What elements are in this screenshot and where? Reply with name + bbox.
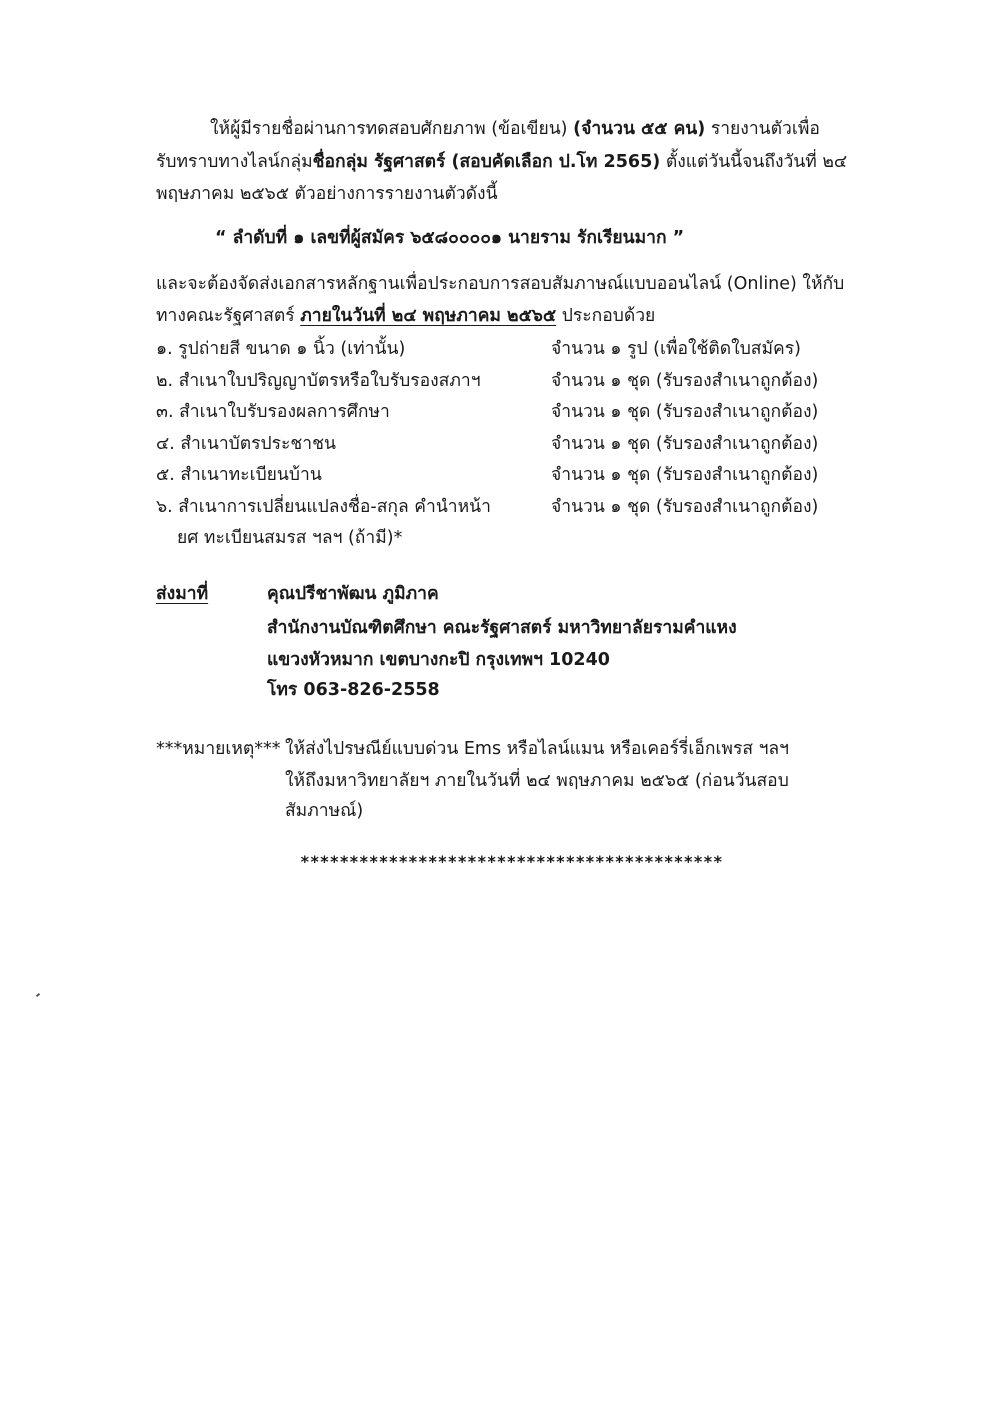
recipient-office: สำนักงานบัณฑิตศึกษา คณะรัฐศาสตร์ มหาวิทยาลัยรามคำแหง xyxy=(267,618,737,638)
list-item-continuation: ยศ ทะเบียนสมรส ฯลฯ (ถ้ามี)* xyxy=(177,528,403,548)
intro-text: ให้ผู้มีรายชื่อผ่านการทดสอบศักยภาพ (ข้อเขียน) xyxy=(210,119,574,139)
note-line-1: ให้ส่งไปรษณีย์แบบด่วน Ems หรือไลน์แมน หรือเคอร์รี่เอ็กเพรส ฯลฯ xyxy=(285,739,789,759)
passed-count: (จำนวน ๕๕ คน) xyxy=(573,119,706,139)
recipient-phone: โทร 063-826-2558 xyxy=(267,680,440,700)
docs-intro-text: ทางคณะรัฐศาสตร์ xyxy=(156,306,301,326)
list-item-amount: จำนวน ๑ ชุด (รับรองสำเนาถูกต้อง) xyxy=(551,434,819,454)
list-item-amount: จำนวน ๑ ชุด (รับรองสำเนาถูกต้อง) xyxy=(551,371,819,391)
intro-text: ตั้งแต่วันนี้จนถึงวันที่ ๒๔ xyxy=(660,152,848,172)
note-line-2: ให้ถึงมหาวิทยาลัยฯ ภายในวันที่ ๒๔ พฤษภาคม ๒๕๖๕ (ก่อนวันสอบ xyxy=(285,771,789,791)
list-item-label: ๕. สำเนาทะเบียนบ้าน xyxy=(156,465,322,485)
line-group-name: ชื่อกลุ่ม รัฐศาสตร์ (สอบคัดเลือก ป.โท 2565) xyxy=(312,152,661,172)
list-item-label: ๓. สำเนาใบรับรองผลการศึกษา xyxy=(156,402,390,422)
deadline: ภายในวันที่ ๒๔ พฤษภาคม ๒๕๖๕ xyxy=(300,306,557,326)
intro-line-3: พฤษภาคม ๒๕๖๕ ตัวอย่างการรายงานตัวดังนี้ xyxy=(156,184,498,204)
list-item-label: ๑. รูปถ่ายสี ขนาด ๑ นิ้ว (เท่านั้น) xyxy=(156,339,406,359)
list-item-label: ๔. สำเนาบัตรประชาชน xyxy=(156,434,336,454)
recipient-address: แขวงหัวหมาก เขตบางกะปิ กรุงเทพฯ 10240 xyxy=(267,650,610,670)
list-item-label: ๖. สำเนาการเปลี่ยนแปลงชื่อ-สกุล คำนำหน้า xyxy=(156,497,491,517)
intro-line-1 xyxy=(210,117,820,141)
docs-intro-text: ประกอบด้วย xyxy=(556,306,656,326)
list-item-amount: จำนวน ๑ ชุด (รับรองสำเนาถูกต้อง) xyxy=(551,497,819,517)
list-item-amount: จำนวน ๑ รูป (เพื่อใช้ติดใบสมัคร) xyxy=(551,339,801,359)
note-label: ***หมายเหตุ*** xyxy=(156,739,281,759)
intro-text: รับทราบทางไลน์กลุ่ม xyxy=(156,152,313,172)
list-item-amount: จำนวน ๑ ชุด (รับรองสำเนาถูกต้อง) xyxy=(551,402,819,422)
list-item-amount: จำนวน ๑ ชุด (รับรองสำเนาถูกต้อง) xyxy=(551,465,819,485)
scan-speck xyxy=(36,993,40,997)
send-to-label: ส่งมาที่ xyxy=(156,584,209,604)
docs-intro-line-1: และจะต้องจัดส่งเอกสารหลักฐานเพื่อประกอบการสอบสัมภาษณ์แบบออนไลน์ (Online) ให้กับ xyxy=(156,274,845,294)
intro-line-2 xyxy=(156,150,847,174)
recipient-name: คุณปรีชาพัฒน ภูมิภาค xyxy=(267,584,439,604)
note-line-3: สัมภาษณ์) xyxy=(285,801,364,821)
docs-intro-line-2 xyxy=(156,304,655,328)
separator-stars: ******************************************* xyxy=(300,852,723,871)
report-example: “ ลำดับที่ ๑ เลขที่ผู้สมัคร ๖๕๘๐๐๐๐๑ นายราม รักเรียนมาก ” xyxy=(215,228,685,248)
intro-text: รายงานตัวเพื่อ xyxy=(705,119,820,139)
list-item-label: ๒. สำเนาใบปริญญาบัตรหรือใบรับรองสภาฯ xyxy=(156,371,481,391)
